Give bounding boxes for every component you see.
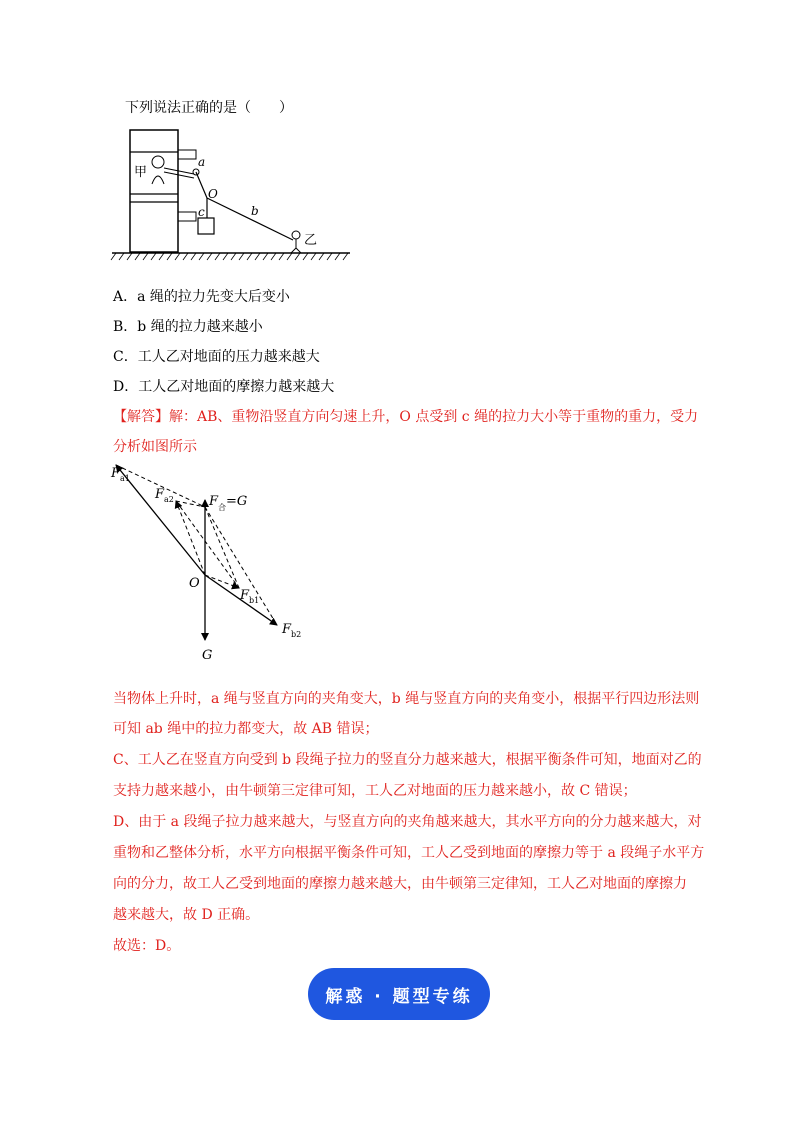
label-fb1: $F_{b1}$ [240,588,260,605]
label-fa2: $F_{a2}$ [155,487,174,504]
answer-conclusion: 故选：D。 [113,938,181,954]
section-banner: 解惑 · 题型专练 [308,968,490,1020]
para3-line3: 向的分力，故工人乙受到地面的摩擦力越来越大，由牛顿第三定律知，工人乙对地面的摩擦力 [113,876,687,892]
setup-figure [110,122,360,267]
answer-line-2: 分析如图所示 [113,439,197,455]
question-prompt: 下列说法正确的是（ ） [125,100,293,116]
answer-line-1: 【解答】解：AB、重物沿竖直方向匀速上升，O 点受到 c 绳的拉力大小等于重物的重力，受力 [113,409,699,425]
rope-a [196,172,207,198]
para3-line4: 越来越大，故 D 正确。 [113,907,260,923]
label-o: O [208,187,218,201]
label-fhe: $F_合=G$ [209,494,248,512]
label-c: c [198,205,205,219]
label-a: a [198,155,206,169]
para2-line2: 支持力越来越小，由牛顿第三定律可知，工人乙对地面的压力越来越小，故 C 错误； [113,783,637,799]
rope-b [207,198,293,240]
option-a: A．a 绳的拉力先变大后变小 [113,289,290,305]
para3-line2: 重物和乙整体分析，水平方向根据平衡条件可知，工人乙受到地面的摩擦力等于 a 段绳子水平方 [113,845,705,861]
vector-fa2 [176,501,205,575]
label-g: G [202,648,213,663]
label-fb2: $F_{b2}$ [282,622,302,639]
label-yi: 乙 [304,233,318,248]
label-fa1: $F_{a1}$ [111,466,130,483]
label-b: b [251,204,259,218]
option-c: C．工人乙对地面的压力越来越大 [113,349,320,365]
building [130,130,178,252]
para1-line1: 当物体上升时，a 绳与竖直方向的夹角变大，b 绳与竖直方向的夹角变小，根据平行四边形法则 [113,691,700,707]
option-b: B．b 绳的拉力越来越小 [113,319,263,335]
para2-line1: C、工人乙在竖直方向受到 b 段绳子拉力的竖直分力越来越大，根据平衡条件可知，地面对乙的 [113,752,702,768]
weight-box [198,218,214,234]
label-o-force: O [189,576,200,591]
label-jia: 甲 [134,165,148,180]
para3-line1: D、由于 a 段绳子拉力越来越大，与竖直方向的夹角越来越大，其水平方向的分力越来越大，对 [113,814,702,830]
force-diagram [105,455,315,665]
para1-line2: 可知 ab 绳中的拉力都变大，故 AB 错误； [113,721,379,737]
option-d: D．工人乙对地面的摩擦力越来越大 [113,379,335,395]
